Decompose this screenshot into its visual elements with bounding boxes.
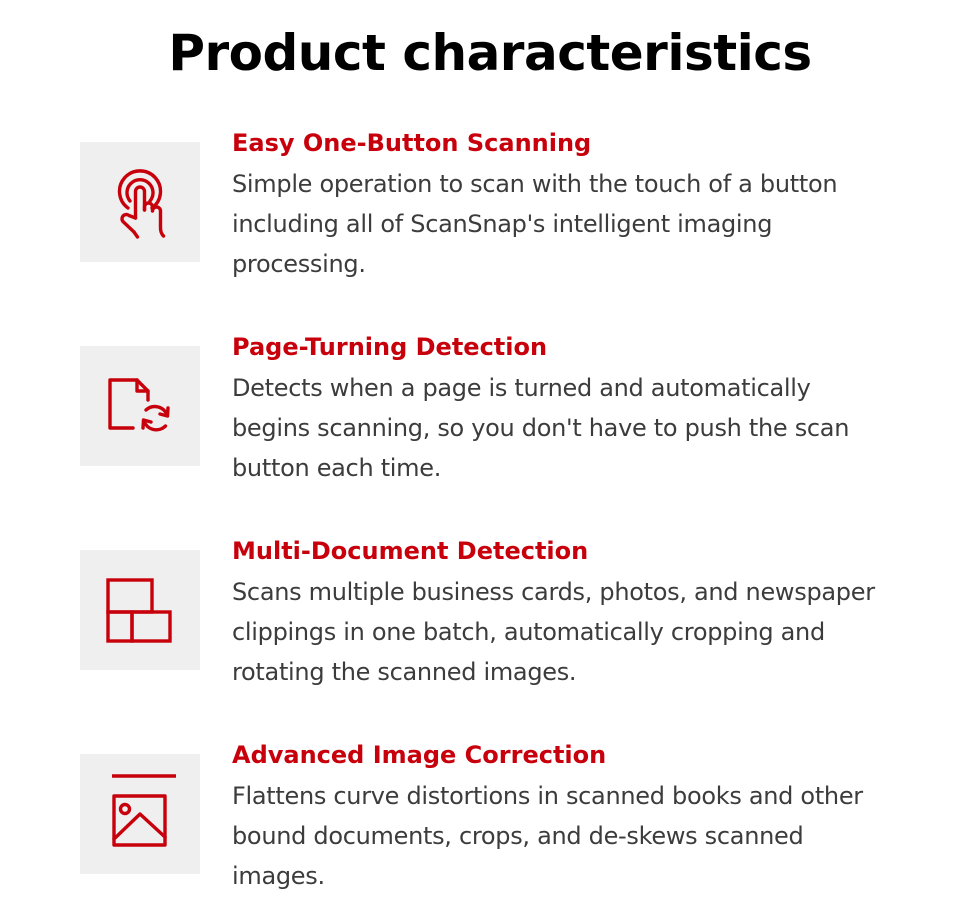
description-line: Detects when a page is turned and automatically: [232, 374, 811, 402]
description-line: processing.: [232, 250, 366, 278]
feature-icon-box: [80, 754, 200, 874]
feature-icon-box: [80, 550, 200, 670]
description-line: begins scanning, so you don't have to push the scan: [232, 414, 850, 442]
description-line: rotating the scanned images.: [232, 658, 577, 686]
feature-advanced-image-correction: [0, 737, 980, 897]
feature-icon-box: [80, 346, 200, 466]
description-line: Simple operation to scan with the touch of a button: [232, 170, 838, 198]
page-title: Product characteristics: [168, 24, 812, 82]
feature-title: Multi-Document Detection: [232, 537, 589, 565]
touch-hand-icon: [80, 142, 200, 262]
description-line: including all of ScanSnap's intelligent imaging: [232, 210, 773, 238]
description-line: button each time.: [232, 454, 442, 482]
feature-icon-box: [80, 142, 200, 262]
image-correction-icon: [80, 754, 200, 874]
description-line: clippings in one batch, automatically cropping and: [232, 618, 825, 646]
description-line: images.: [232, 862, 325, 890]
feature-page-turning-detection: [0, 329, 980, 489]
feature-description: [232, 164, 922, 284]
multi-document-icon: [80, 550, 200, 670]
feature-title: Easy One-Button Scanning: [232, 129, 592, 157]
description-line: Scans multiple business cards, photos, and newspaper: [232, 578, 875, 606]
feature-title: Page-Turning Detection: [232, 333, 548, 361]
feature-title: Advanced Image Correction: [232, 741, 607, 769]
description-line: Flattens curve distortions in scanned books and other: [232, 782, 863, 810]
feature-description: [232, 776, 922, 896]
feature-description: [232, 368, 922, 488]
feature-description: [232, 572, 922, 692]
page-turn-refresh-icon: [80, 346, 200, 466]
feature-multi-document-detection: [0, 533, 980, 693]
feature-easy-one-button-scanning: [0, 125, 980, 285]
description-line: bound documents, crops, and de-skews scanned: [232, 822, 804, 850]
